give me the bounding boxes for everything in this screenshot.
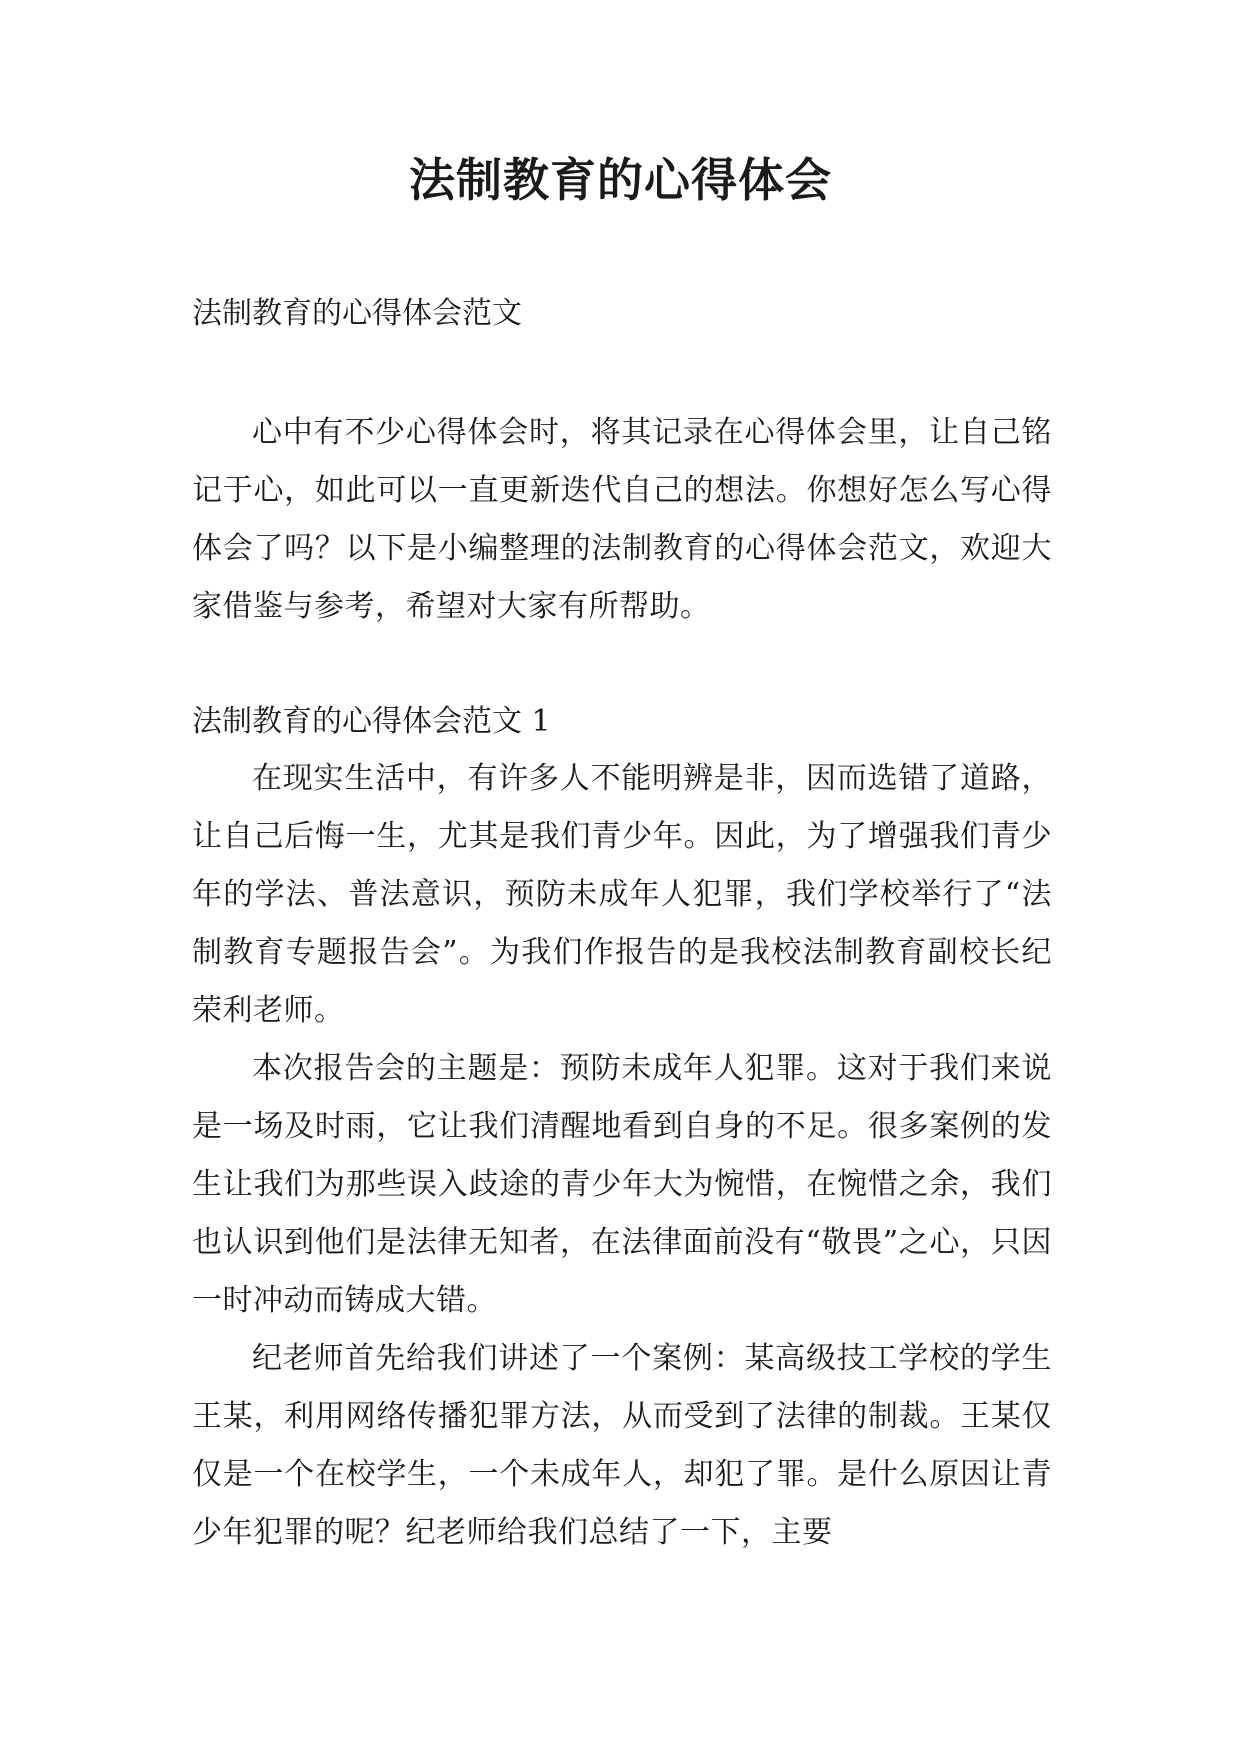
section-body — [192, 750, 1052, 1562]
body-paragraph: 本次报告会的主题是：预防未成年人犯罪。这对于我们来说是一场及时雨，它让我们清醒地看到自身的不足。很多案例的发生让我们为那些误入歧途的青少年大为惋惜，在惋惜之余，我们也认识到他们是法律无知者，在法律面前没有“敬畏”之心，只因一时冲动而铸成大错。 — [192, 1051, 1052, 1318]
intro-block — [192, 404, 1052, 636]
body-paragraph: 在现实生活中，有许多人不能明辨是非，因而选错了道路，让自己后悔一生，尤其是我们青少年。因此，为了增强我们青少年的学法、普法意识，预防未成年人犯罪，我们学校举行了“法制教育专题报告会”。为我们作报告的是我校法制教育副校长纪荣利老师。 — [192, 761, 1052, 1028]
document-title: 法制教育的心得体会 — [409, 153, 832, 207]
body-paragraph: 纪老师首先给我们讲述了一个案例：某高级技工学校的学生王某，利用网络传播犯罪方法，从而受到了法律的制裁。王某仅仅是一个在校学生，一个未成年人，却犯了罪。是什么原因让青少年犯罪的呢？纪老师给我们总结了一下，主要 — [192, 1341, 1052, 1550]
document-subtitle: 法制教育的心得体会范文 — [192, 296, 522, 331]
intro-paragraph: 心中有不少心得体会时，将其记录在心得体会里，让自己铭记于心，如此可以一直更新迭代自己的想法。你想好怎么写心得体会了吗？以下是小编整理的法制教育的心得体会范文，欢迎大家借鉴与参考，希望对大家有所帮助。 — [192, 415, 1052, 624]
section-heading: 法制教育的心得体会范文 1 — [192, 704, 551, 739]
